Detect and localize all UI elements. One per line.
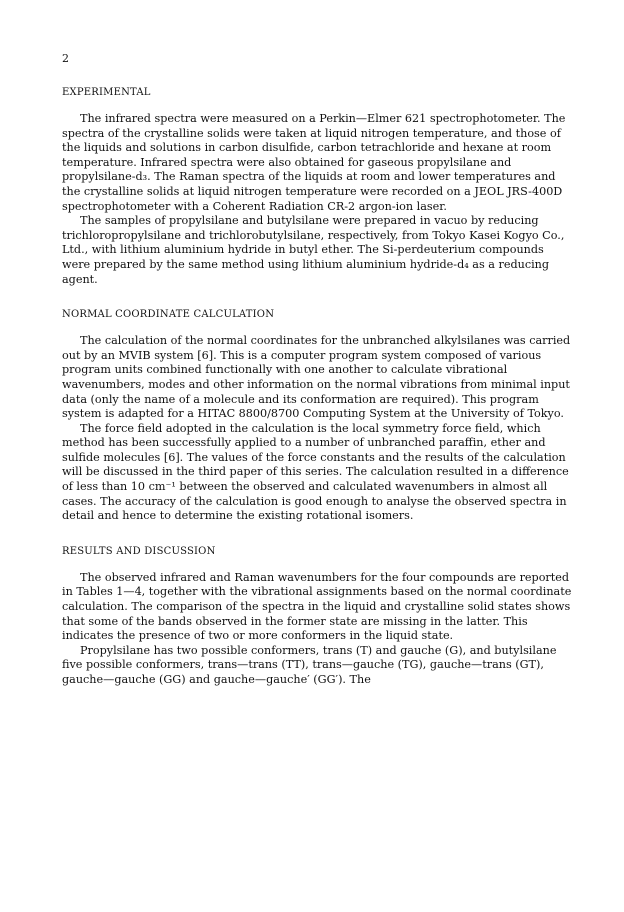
paragraph: The force field adopted in the calculation is the local symmetry force field, which method has been successfully applied to a number of unbranched paraffin, ether and sulfide molecules [6]. The values of the force constants and the results of the calculation will be discussed in the third paper of this series. The calculation resulted in a difference of less than 10 cm⁻¹ between the observed and calculated wavenumbers in almost all cases. The accuracy of the calculation is good enough to analyse the observed spectra in detail and hence to determine the existing rotational isomers. — [62, 421, 569, 523]
section-normal-coordinate-calculation — [62, 309, 572, 524]
section-heading: EXPERIMENTAL — [62, 87, 151, 98]
paragraph: Propylsilane has two possible conformers, trans (T) and gauche (G), and butylsilane five possible conformers, trans—trans (TT), trans—gauche (TG), gauche—trans (GT), gauche—gauche (GG) and gauche—gauche′ (GG′). The — [62, 643, 557, 686]
section-results-and-discussion — [62, 546, 572, 688]
paragraph: The observed infrared and Raman wavenumbers for the four compounds are reported in Tables 1—4, together with the vibrational assignments based on the normal coordinate calculation. The comparison of the spectra in the liquid and crystalline solid states shows that some of the bands observed in the former state are missing in the latter. This indicates the presence of two or more conformers in the liquid state. — [62, 570, 572, 643]
page-number: 2 — [62, 52, 69, 65]
paragraph: The calculation of the normal coordinates for the unbranched alkylsilanes was carried out by an MVIB system [6]. This is a computer program system composed of various program units combined functionally with one another to calculate vibrational wavenumbers, modes and other information on the normal vibrations from minimal input data (only the name of a molecule and its conformation are required). This program system is adapted for a HITAC 8800/8700 Computing System at the University of Tokyo. — [62, 334, 571, 421]
paper-page — [62, 52, 572, 710]
paragraph: The samples of propylsilane and butylsilane were prepared in vacuo by reducing trichloropropylsilane and trichlorobutylsilane, respectively, from Tokyo Kasei Kogyo Co., Ltd., with lithium aluminium hydride in butyl ether. The Si-perdeuterium compounds were prepared by the same method using lithium aluminium hydride-d₄ as a reducing agent. — [62, 214, 565, 286]
section-heading: NORMAL COORDINATE CALCULATION — [62, 309, 275, 321]
section-heading: RESULTS AND DISCUSSION — [62, 545, 216, 557]
paragraph: The infrared spectra were measured on a Perkin—Elmer 621 spectrophotometer. The spectra of the crystalline solids were taken at liquid nitrogen temperature, and those of the liquids and solutions in carbon disulfide, carbon tetrachloride and hexane at room temperature. Infrared spectra were also obtained for gaseous propylsilane and propylsilane-d₃. The Raman spectra of the liquids at room and lower temperatures and the crystalline solids at liquid nitrogen temperature were recorded on a JEOL JRS-400D spectrophotometer with a Coherent Radiation CR-2 argon-ion laser. — [62, 112, 566, 213]
section-experimental — [62, 87, 572, 287]
